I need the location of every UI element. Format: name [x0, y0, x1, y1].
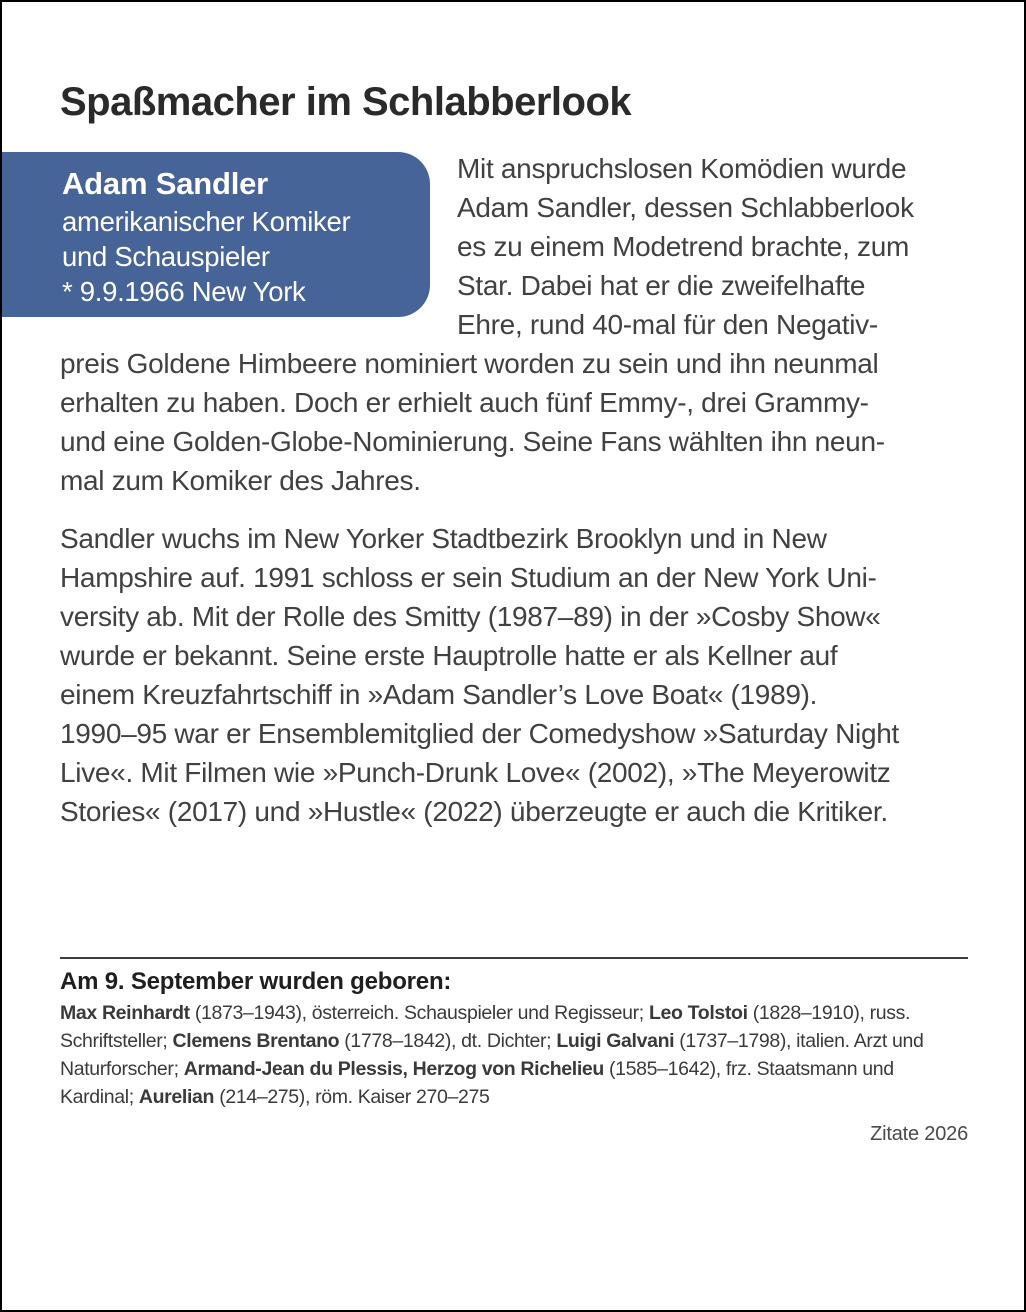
edition-label: Zitate 2026 — [870, 1123, 968, 1145]
person-name: Adam Sandler — [62, 166, 269, 201]
article-paragraph-2: Sandler wuchs im New Yorker Stadtbezirk Brooklyn und in New Hampshire auf. 1991 schloss er sein Studium an der New York Uni- versity ab. Mit der Rolle des Smitty (1987–89) in der »Cosby Show« wurde er bekannt. Seine erste Hauptrolle hatte er als Kellner auf einem Kreuzfahrtschiff in »Adam Sandler’s Love Boat« (1989). 1990–95 war er Ensemblemitglied der Comedyshow »Saturday Night Live«. Mit Filmen wie »Punch-Drunk Love« (2002), »The Meyerowitz Stories« (2017) und »Hustle« (2022) überzeugte er auch die Kritiker. — [60, 523, 899, 827]
person-info-card — [2, 152, 430, 317]
section-divider — [60, 957, 968, 959]
page-title: Spaßmacher im Schlabberlook — [60, 80, 632, 124]
born-section-heading: Am 9. September wurden geboren: — [60, 968, 452, 995]
person-description-line2: und Schauspieler — [62, 241, 270, 272]
born-section-list: Max Reinhardt (1873–1943), österreich. Schauspieler und Regisseur; Leo Tolstoi (1828–1910), russ. Schriftsteller; Clemens Brentano (1778–1842), dt. Dichter; Luigi Galvani (1737–1798), italien. Arzt und Naturforscher; Armand-Jean du Plessis, Herzog von Richelieu (1585–1642), frz. Staatsmann und Kardinal; Aurelian (214–275), röm. Kaiser 270–275 — [60, 1002, 924, 1108]
person-description-line1: amerikanischer Komiker — [62, 206, 351, 237]
page-content — [2, 81, 1024, 1146]
article-paragraph-1: Mit anspruchslosen Komödien wurde Adam Sandler, dessen Schlabberlook es zu einem Modetrend brachte, zum Star. Dabei hat er die zweifelhafte Ehre, rund 40-mal für den Negativ- preis Goldene Himbeere nominiert worden zu sein und ihn neunmal erhalten zu haben. Doch er erhielt auch fünf Emmy-, drei Grammy- und eine Golden-Globe-Nominierung. Seine Fans wählten ihn neun- mal zum Komiker des Jahres. — [60, 153, 914, 496]
person-birth-info: * 9.9.1966 New York — [62, 276, 306, 307]
intro-section — [60, 149, 968, 500]
